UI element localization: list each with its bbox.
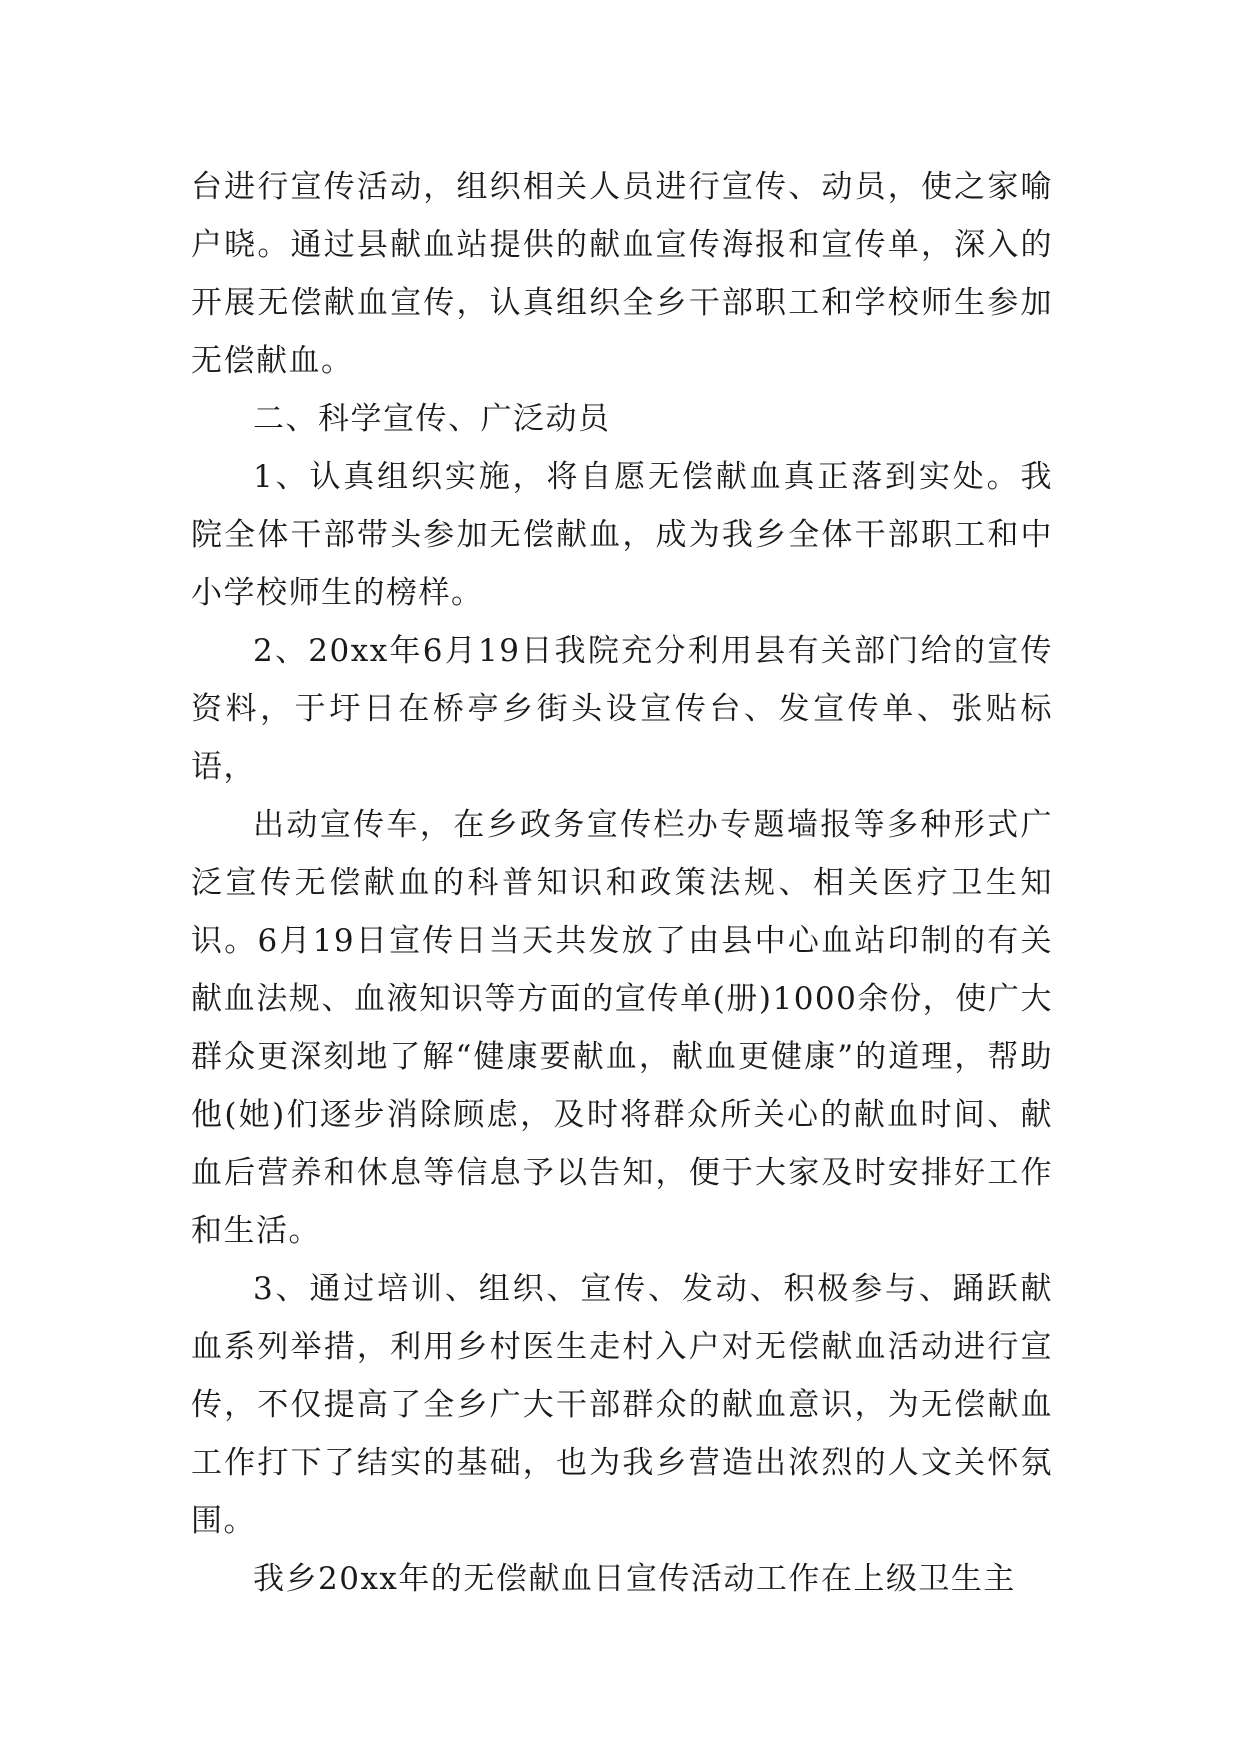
paragraph-item-1: 1、认真组织实施，将自愿无偿献血真正落到实处。我院全体干部带头参加无偿献血，成为我乡全体干部职工和中小学校师生的榜样。	[191, 459, 1053, 611]
paragraph-summary: 我乡20xx年的无偿献血日宣传活动工作在上级卫生主	[253, 1561, 1016, 1597]
paragraph-intro-continuation: 台进行宣传活动，组织相关人员进行宣传、动员，使之家喻户晓。通过县献血站提供的献血宣传海报和宣传单，深入的开展无偿献血宣传，认真组织全乡干部职工和学校师生参加无偿献血。	[191, 169, 1053, 379]
paragraph-item-2-continued: 出动宣传车，在乡政务宣传栏办专题墙报等多种形式广泛宣传无偿献血的科普知识和政策法规、相关医疗卫生知识。6月19日宣传日当天共发放了由县中心血站印制的有关献血法规、血液知识等方面的宣传单(册)1000余份，使广大群众更深刻地了解“健康要献血，献血更健康”的道理，帮助他(她)们逐步消除顾虑，及时将群众所关心的献血时间、献血后营养和休息等信息予以告知，便于大家及时安排好工作和生活。	[191, 807, 1053, 1249]
paragraph-item-3: 3、通过培训、组织、宣传、发动、积极参与、踊跃献血系列举措，利用乡村医生走村入户对无偿献血活动进行宣传，不仅提高了全乡广大干部群众的献血意识，为无偿献血工作打下了结实的基础，也为我乡营造出浓烈的人文关怀氛围。	[191, 1271, 1053, 1539]
paragraph-item-2: 2、20xx年6月19日我院充分利用县有关部门给的宣传资料，于圩日在桥亭乡街头设宣传台、发宣传单、张贴标语，	[191, 633, 1053, 785]
section-heading-2: 二、科学宣传、广泛动员	[253, 401, 611, 437]
document-body	[191, 158, 1053, 1608]
